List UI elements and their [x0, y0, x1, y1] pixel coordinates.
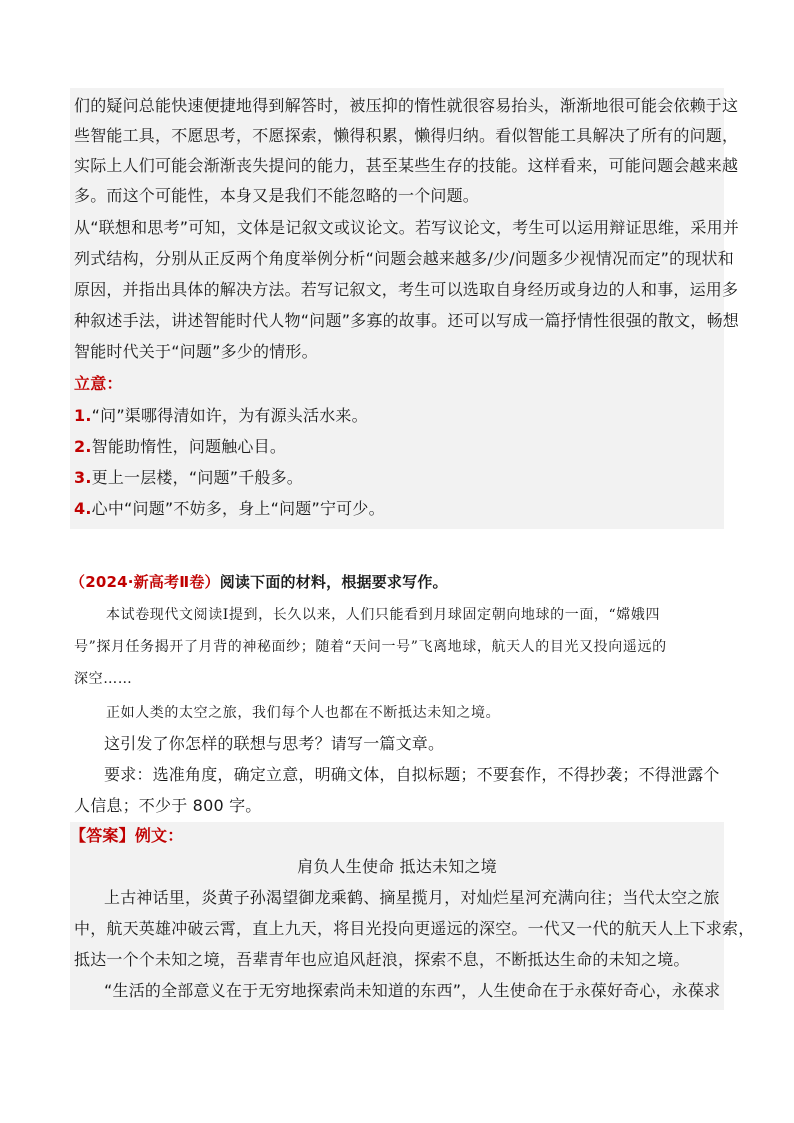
requirement-line: 人信息；不少于 800 字。 — [74, 796, 262, 815]
analysis-line: 些智能工具，不愿思考，不愿探索，懒得积累，懒得归纳。看似智能工具解决了所有的问题， — [74, 126, 739, 145]
answer-label-sub: 例文： — [134, 826, 184, 845]
analysis-line: 原因，并指出具体的解决方法。若写记叙文，考生可以选取自身经历或身边的人和事，运用多 — [74, 280, 739, 299]
material-line: 号”探月任务揭开了月背的神秘面纱；随着“天问一号”飞离地球，航天人的目光又投向遥远的 — [74, 639, 667, 655]
question-source: （2024·新高考Ⅱ卷） — [70, 573, 220, 591]
point-text: 心中“问题”不妨多，身上“问题”宁可少。 — [91, 499, 385, 518]
analysis-line: 从“联想和思考”可知，文体是记叙文或议论文。若写议论文，考生可以运用辩证思维，采用并 — [74, 218, 739, 237]
liyi-point — [74, 499, 385, 519]
liyi-point — [74, 406, 368, 426]
analysis-line: 们的疑问总能快速便捷地得到解答时，被压抑的惰性就很容易抬头，渐渐地很可能会依赖于这 — [74, 96, 739, 115]
essay-line: 上古神话里，炎黄子孙渴望御龙乘鹤、摘星揽月，对灿烂星河充满向往；当代太空之旅 — [104, 888, 720, 907]
answer-header — [70, 826, 183, 846]
essay-title: 肩负人生使命 抵达未知之境 — [297, 857, 497, 876]
analysis-line: 智能时代关于“问题”多少的情形。 — [74, 342, 318, 361]
point-text: 更上一层楼，“问题”千般多。 — [91, 468, 304, 487]
point-number: 3. — [74, 468, 92, 487]
essay-line: 中，航天英雄冲破云霄，直上九天，将目光投向更遥远的深空。一代又一代的航天人上下求索， — [74, 919, 755, 938]
answer-label: 【答案】 — [70, 826, 135, 845]
requirement-line: 要求：选准角度，确定立意，明确文体，自拟标题；不要套作，不得抄袭；不得泄露个 — [104, 765, 720, 784]
essay-line: 抵达一个个未知之境，吾辈青年也应追风赶浪，探索不息，不断抵达生命的未知之境。 — [74, 950, 690, 969]
point-number: 4. — [74, 499, 92, 518]
liyi-point — [74, 437, 286, 457]
point-number: 1. — [74, 406, 92, 425]
material-line: 深空…… — [74, 671, 133, 687]
writing-prompt: 这引发了你怎样的联想与思考？请写一篇文章。 — [104, 734, 445, 753]
analysis-line: 种叙述手法，讲述智能时代人物“问题”多寡的故事。还可以写成一篇抒情性很强的散文，畅想 — [74, 311, 739, 330]
material-line: 正如人类的太空之旅，我们每个人也都在不断抵达未知之境。 — [106, 705, 501, 721]
question-header — [70, 572, 448, 592]
liyi-heading: 立意： — [74, 374, 123, 393]
analysis-line: 实际上人们可能会渐渐丧失提问的能力，甚至某些生存的技能。这样看来，可能问题会越来越 — [74, 156, 739, 175]
point-text: 智能助惰性，问题触心目。 — [91, 437, 287, 456]
point-number: 2. — [74, 437, 92, 456]
question-instruction: 阅读下面的材料，根据要求写作。 — [219, 573, 448, 591]
liyi-point — [74, 468, 303, 488]
material-line: 本试卷现代文阅读Ⅰ提到，长久以来，人们只能看到月球固定朝向地球的一面，“嫦娥四 — [106, 607, 661, 623]
essay-line: “生活的全部意义在于无穷地探索尚未知道的东西”，人生使命在于永葆好奇心，永葆求 — [104, 981, 721, 1000]
analysis-line: 多。而这个可能性，本身又是我们不能忽略的一个问题。 — [74, 186, 480, 205]
answer-analysis-shading — [70, 88, 724, 529]
point-text: “问”渠哪得清如许，为有源头活水来。 — [91, 406, 368, 425]
analysis-line: 列式结构，分别从正反两个角度举例分析“问题会越来越多/少/问题多少视情况而定”的现状和 — [74, 249, 734, 268]
